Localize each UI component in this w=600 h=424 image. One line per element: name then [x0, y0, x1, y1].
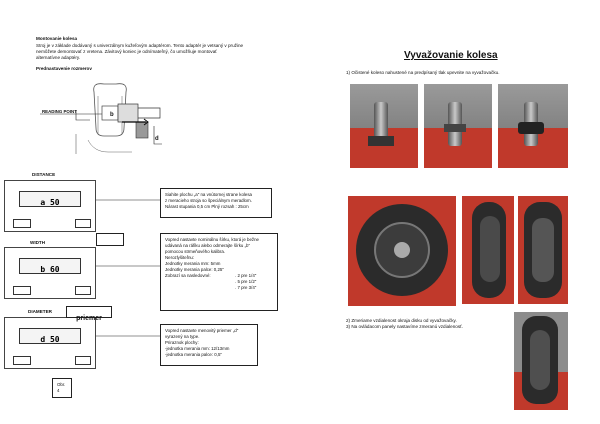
step-2: 2) Zmeriame vzdialenost okraja disku od vyvažovačky.	[346, 318, 457, 323]
label-b: b	[110, 112, 114, 118]
width-pointer-box	[96, 233, 124, 246]
photo-wheel-1	[348, 196, 456, 306]
info-box-width-line-2: udávaná na ráfiku alebo odmerajte šírku „b"	[165, 243, 251, 248]
section-title: Vyvažovanie kolesa	[404, 50, 498, 61]
mounting-intro-line-2: nemôžete demontovať z vretena. Závitový koniec je odnímateľný, čo umožňuje montovať	[36, 49, 217, 54]
panel-width-title: WIDTH	[30, 240, 46, 245]
step-3: 3) Na ovládacom panely nastavíme zmeranú vzdialenosť.	[346, 324, 464, 329]
distance-display-value: a 50	[40, 198, 60, 207]
info-box-width-value-2: . 5 pre 1/2"	[235, 279, 257, 284]
photo-wheel-2	[462, 196, 514, 304]
info-box-width-value-3: . 7 pre 3/4"	[235, 285, 257, 290]
diameter-label-box	[66, 306, 112, 322]
info-box-diameter-line-2: vyrazený na type.	[165, 334, 200, 339]
photo-wheel-3	[518, 196, 568, 304]
info-box-width-line-5: Jednotky merania mm: 5mm	[165, 261, 221, 266]
info-box-diameter-line-1: Vopred nastavte menovitý priemer „d"	[165, 328, 239, 333]
info-box-diameter	[160, 324, 258, 366]
diameter-label: priemer	[76, 315, 102, 322]
info-box-diameter-line-4: -jednotka merania mm: 12/13mm	[165, 346, 230, 351]
diameter-display-value: d 50	[40, 335, 60, 344]
reading-point-label: READING POINT	[42, 109, 77, 114]
photo-spindle-3	[498, 84, 568, 168]
info-box-width-line-3: pomocou strmeňového kalibra.	[165, 249, 226, 254]
step-1: 1) Očistené koleso nahustené na predpísaný tlak upevnite na vyvažovačku.	[346, 70, 500, 75]
label-d: d	[155, 136, 159, 142]
info-box-distance-line-2: z meracieho stroja so špeciálnym meradlom.	[165, 198, 252, 203]
photo-spindle-2	[424, 84, 492, 168]
info-box-distance-line-3: Nárast stupania 0,5 cm Plný rozsah : 25cm	[165, 204, 249, 209]
mounting-heading: Montovanie kolesa	[36, 36, 78, 41]
figure-caption-box	[52, 378, 72, 398]
mounting-intro-line-3: alternatívne adaptéry.	[36, 55, 81, 60]
mounting-intro-line-1: Stroj je v základe dodávaný s univerzálnym kužeľovým adaptérom. Tento adaptér je vetsaný v pružine	[36, 43, 244, 48]
info-box-diameter-line-3: Priraznok plochy:	[165, 340, 199, 345]
info-box-diameter-line-5: -jednotka merania palce: 0,5"	[165, 352, 222, 357]
info-box-distance	[160, 188, 272, 218]
photo-wheel-balancer	[514, 312, 568, 410]
info-box-width-line-1: Vopred nastavte nominálnu šírku, ktorá je bežne	[165, 237, 259, 242]
info-box-width-value-1: . 2 pre 1/4"	[235, 273, 257, 278]
preset-heading: Prednastavenie rozmerov	[36, 66, 92, 71]
panel-diameter-title: DIAMETER	[28, 309, 52, 314]
info-box-width-line-7: Zobrazí sa nasledovné: . 2 pre 1/4"	[165, 273, 257, 278]
panel-distance-title: DISTANCE	[32, 172, 56, 177]
figure-caption: Obr. 4	[57, 382, 66, 393]
info-box-width	[160, 233, 278, 311]
info-box-distance-line-1: Siahite plochu „a" na vnútornej strane kolesa	[165, 192, 252, 197]
width-display-value: b 60	[40, 265, 60, 274]
info-box-width-line-4: Nerozlyšiteľnu:	[165, 255, 195, 260]
info-box-width-line-6: Jednotky merania palce: 0,25"	[165, 267, 224, 272]
photo-spindle-1	[350, 84, 418, 168]
